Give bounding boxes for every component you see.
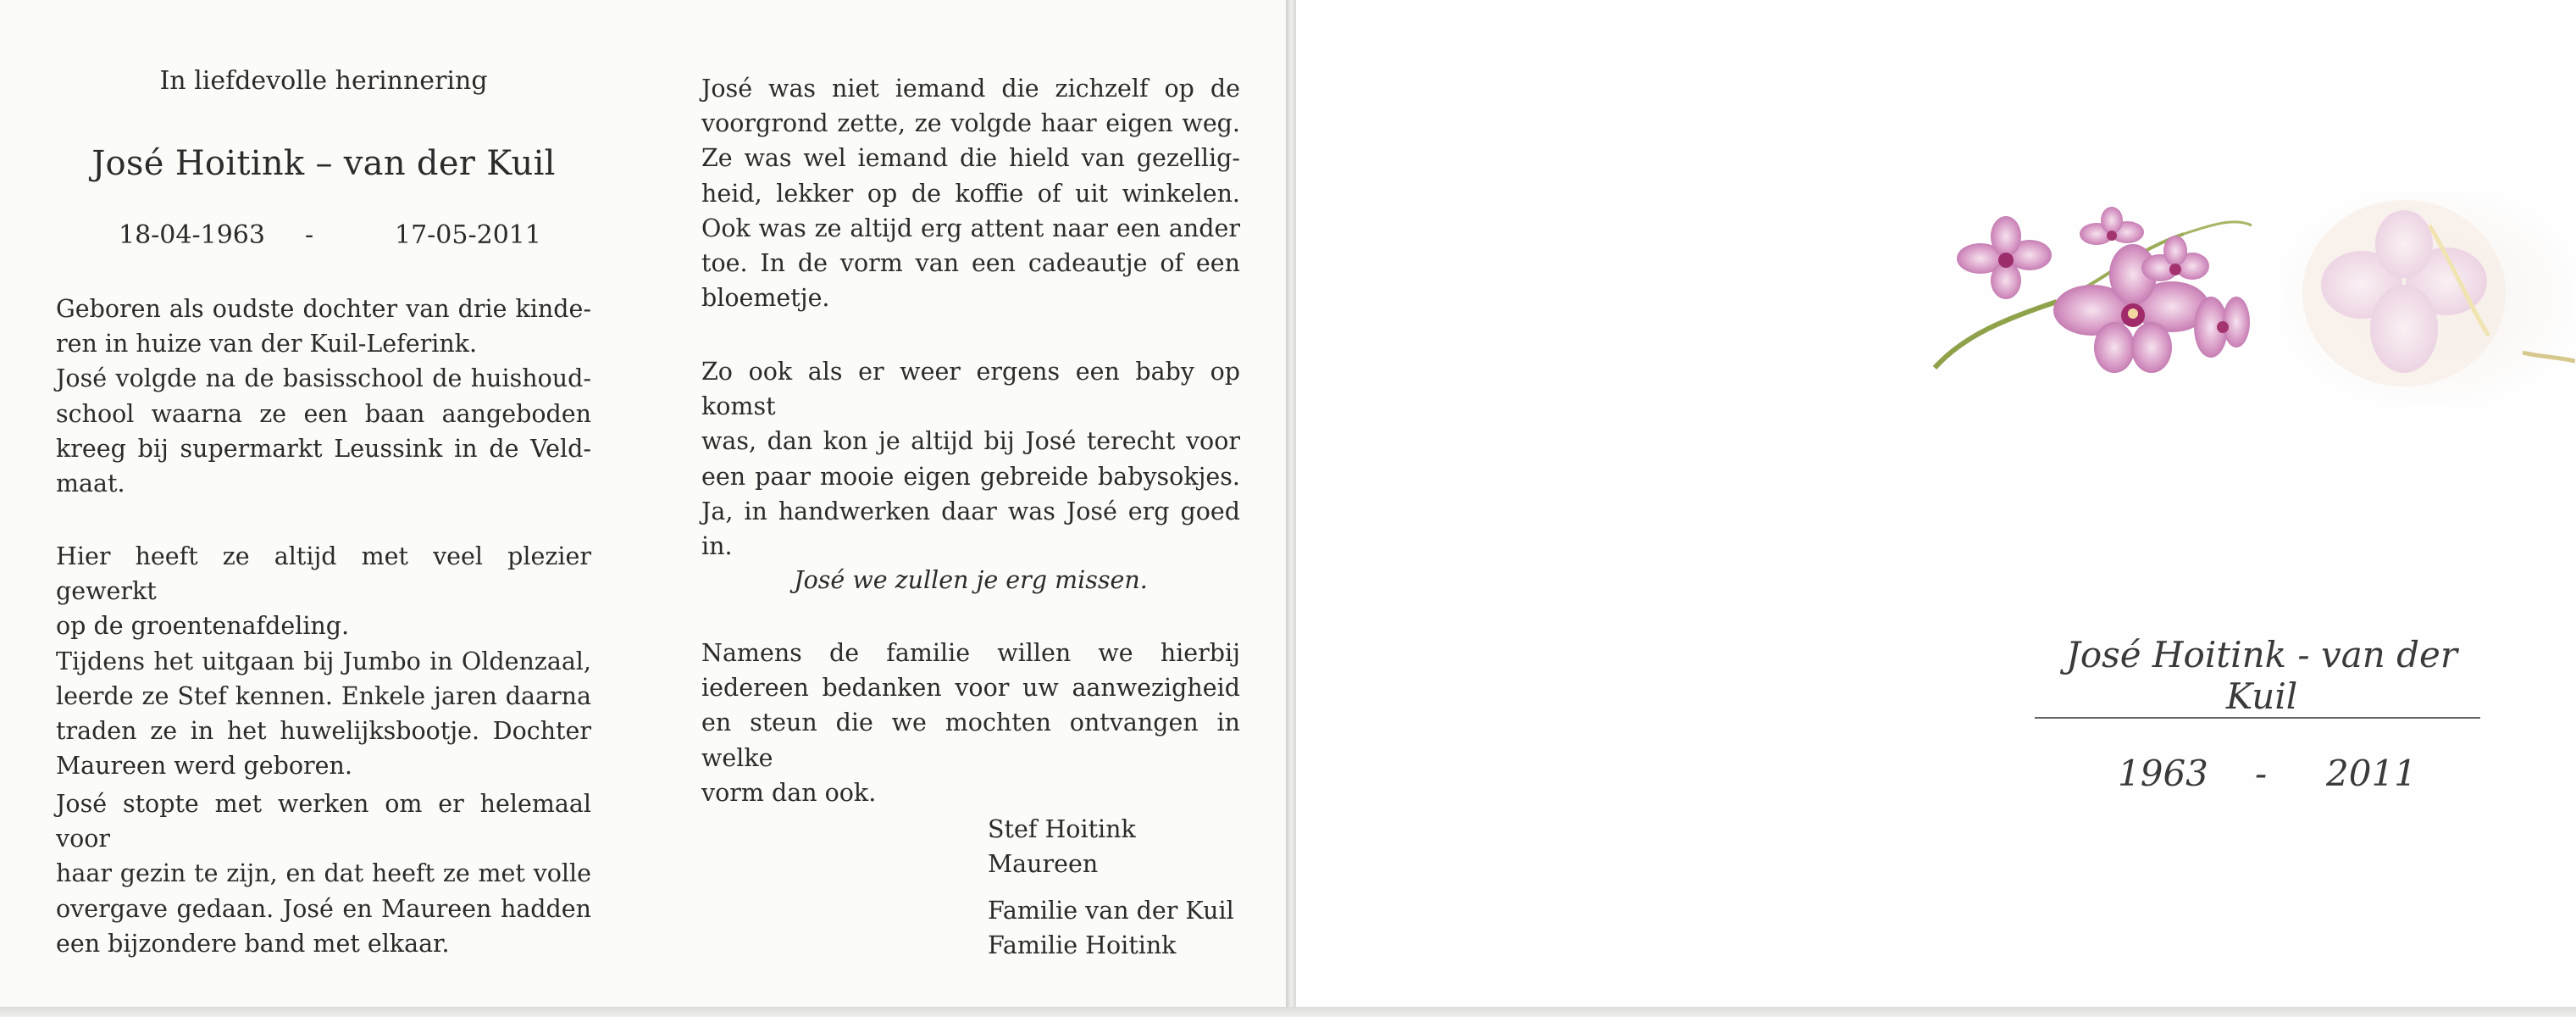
text-line: ren in huize van der Kuil-Leferink. xyxy=(56,330,478,358)
text-line: Namens de familie willen we hierbij xyxy=(701,639,1240,667)
paragraph-character xyxy=(701,71,1240,315)
cover-divider-line xyxy=(2035,717,2480,719)
signature-family-extended xyxy=(988,893,1234,963)
text-line: bloemetje. xyxy=(701,284,830,313)
text-line: kreeg bij supermarkt Leussink in de Veld- xyxy=(56,434,591,463)
card-fold xyxy=(1286,0,1296,1009)
cover-name: José Hoitink - van der Kuil xyxy=(2066,634,2457,717)
text-line: iedereen bedanken voor uw aanwezigheid xyxy=(701,674,1240,703)
signature-line: Stef Hoitink xyxy=(988,815,1136,843)
paragraph-birth xyxy=(56,292,591,501)
paragraph-thanks xyxy=(701,636,1240,810)
text-line: voorgrond zette, ze volgde haar eigen weg. xyxy=(701,109,1240,138)
cover-year-death: 2011 xyxy=(2326,753,2417,794)
text-line: toe. In de vorm van een cadeautje of een xyxy=(701,249,1240,278)
paragraph-work xyxy=(56,539,591,783)
paragraph-family xyxy=(56,786,591,961)
text-line: heid, lekker op de koffie of uit winkelen. xyxy=(701,179,1240,208)
signature-line: Familie Hoitink xyxy=(988,931,1177,960)
text-line: Ze was wel iemand die hield van gezellig- xyxy=(701,144,1240,173)
memorial-heading: In liefdevolle herinnering xyxy=(159,66,488,96)
text-line: vorm dan ook. xyxy=(701,778,877,807)
birth-date: 18-04-1963 xyxy=(119,220,265,250)
text-line: Zo ook als er weer ergens een baby op komst xyxy=(701,358,1240,421)
cover-page xyxy=(1296,0,2576,1007)
death-date: 17-05-2011 xyxy=(395,220,541,250)
farewell-line: José we zullen je erg missen. xyxy=(794,566,1148,594)
paragraph-knitting xyxy=(701,354,1240,564)
cover-year-birth: 1963 xyxy=(2118,753,2208,794)
text-line: traden ze in het huwelijksbootje. Dochter xyxy=(56,717,591,746)
text-line: leerde ze Stef kennen. Enkele jaren daarna xyxy=(56,681,591,710)
text-line: overgave gedaan. José en Maureen hadden xyxy=(56,894,591,923)
deceased-name: José Hoitink – van der Kuil xyxy=(91,144,556,183)
text-line: Ja, in handwerken daar was José erg goed xyxy=(701,497,1240,525)
text-line: Maureen werd geboren. xyxy=(56,752,352,781)
text-line: José volgde na de basisschool de huishoud- xyxy=(56,364,591,393)
text-line: Geboren als oudste dochter van drie kinde- xyxy=(56,295,591,323)
text-line: maat. xyxy=(56,470,125,498)
text-line: Ook was ze altijd erg attent naar een ander xyxy=(701,214,1240,242)
text-line: Hier heeft ze altijd met veel plezier gewerkt xyxy=(56,542,591,606)
date-separator: - xyxy=(305,220,314,250)
text-line: in. xyxy=(701,532,733,561)
text-line: haar gezin te zijn, en dat heeft ze met volle xyxy=(56,859,591,888)
card-bottom-edge xyxy=(0,1007,2576,1017)
cover-year-separator: - xyxy=(2255,753,2268,794)
text-line: Tijdens het uitgaan bij Jumbo in Oldenzaal, xyxy=(56,647,591,675)
text-line: en steun die we mochten ontvangen in welke xyxy=(701,709,1240,772)
signature-line: Familie van der Kuil xyxy=(988,897,1234,925)
text-line: José stopte met werken om er helemaal voor xyxy=(56,790,591,853)
text-line: een paar mooie eigen gebreide babysokjes. xyxy=(701,462,1240,491)
signature-family-close xyxy=(988,812,1136,881)
text-line: José was niet iemand die zichzelf op de xyxy=(701,75,1240,103)
orchid-illustration xyxy=(1930,192,2575,403)
text-line: een bijzondere band met elkaar. xyxy=(56,929,450,958)
text-line: op de groentenafdeling. xyxy=(56,612,350,641)
text-line: school waarna ze een baan aangeboden xyxy=(56,399,591,428)
signature-line: Maureen xyxy=(988,850,1099,879)
text-line: was, dan kon je altijd bij José terecht voor xyxy=(701,427,1240,456)
